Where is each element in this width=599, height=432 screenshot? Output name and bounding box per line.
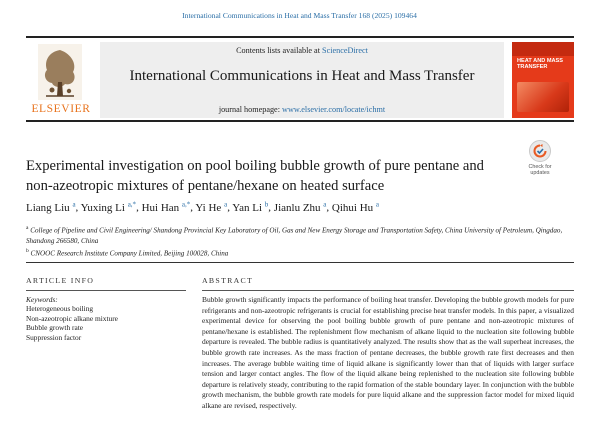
journal-masthead bbox=[26, 36, 574, 122]
author-name[interactable] bbox=[332, 202, 379, 214]
check-updates-icon bbox=[529, 140, 551, 162]
author-affiliation-mark[interactable]: b bbox=[264, 200, 269, 208]
elsevier-wordmark: ELSEVIER bbox=[31, 103, 91, 115]
author-affiliation-mark[interactable]: a bbox=[72, 200, 76, 208]
keyword-item: Heterogeneous boiling bbox=[26, 304, 94, 314]
keyword-item: Bubble growth rate bbox=[26, 323, 84, 333]
contents-prefix: Contents lists available at bbox=[236, 46, 323, 55]
keywords-block bbox=[26, 295, 186, 342]
sciencedirect-link[interactable]: ScienceDirect bbox=[322, 46, 368, 55]
journal-info-box bbox=[100, 42, 504, 118]
author-name-text: Jianlu Zhu bbox=[273, 201, 321, 214]
journal-title[interactable]: International Communications in Heat and Mass Transfer bbox=[129, 68, 475, 84]
cover-band bbox=[512, 42, 574, 56]
homepage-link[interactable]: www.elsevier.com/locate/ichmt bbox=[282, 105, 386, 114]
elsevier-logo[interactable] bbox=[28, 42, 90, 120]
check-updates-label: Check for updates bbox=[528, 164, 552, 176]
author-name[interactable] bbox=[232, 202, 268, 214]
author-list: Liang Liu $^a$, Yuxing Li $^{a,*}$, Hui Han $^{a,*}$, Yi He $^a$, Yan Li $^b$, Jianlu Zhu $^a$, Qihui Hu $^a$ bbox=[26, 200, 380, 214]
homepage-prefix: journal homepage: bbox=[218, 105, 283, 114]
author-name-text: Hui Han bbox=[141, 201, 180, 214]
affiliation-mark: b bbox=[26, 248, 29, 255]
author-name[interactable] bbox=[142, 202, 191, 214]
article-info-heading: ARTICLE INFO bbox=[26, 276, 95, 285]
paper-title: Experimental investigation on pool boiling bubble growth of pure pentane and non-azeotropic mixtures of pentane/hexane on heated surface bbox=[26, 158, 484, 194]
author-affiliation-mark[interactable]: a,* bbox=[127, 200, 137, 208]
divider bbox=[26, 262, 574, 263]
author-name[interactable] bbox=[26, 202, 76, 214]
journal-citation[interactable]: International Communications in Heat and Mass Transfer 168 (2025) 109464 bbox=[182, 11, 417, 20]
author-name[interactable] bbox=[195, 202, 227, 214]
affiliation-item bbox=[26, 223, 574, 246]
homepage-line bbox=[100, 105, 504, 114]
divider bbox=[26, 290, 186, 291]
cover-title: HEAT AND MASS TRANSFER bbox=[517, 58, 563, 71]
author-name-text: Liang Liu bbox=[26, 201, 70, 214]
elsevier-tree-icon bbox=[38, 44, 82, 100]
affiliation-item bbox=[26, 246, 574, 259]
author-name-text: Yan Li bbox=[232, 201, 263, 214]
affiliation-text: College of Pipeline and Civil Engineering/ Shandong Provincial Key Laboratory of Oil, Gas and New Energy Storage and Transportation Safety, China University of Petroleum, Qingdao, Shandong 266580, China bbox=[26, 226, 563, 245]
keyword-item: Suppression factor bbox=[26, 332, 82, 342]
author-affiliation-mark[interactable]: a bbox=[224, 200, 228, 208]
abstract-heading: ABSTRACT bbox=[202, 276, 254, 285]
affiliation-text: CNOOC Research Institute Company Limited, Beijing 100028, China bbox=[28, 249, 229, 258]
keyword-item: Non-azeotropic alkane mixture bbox=[26, 313, 118, 323]
journal-cover-image[interactable] bbox=[512, 42, 574, 118]
affiliations bbox=[26, 223, 574, 259]
keywords-label: Keywords: bbox=[26, 295, 58, 304]
divider bbox=[202, 290, 574, 291]
cover-art bbox=[517, 82, 569, 112]
author-affiliation-mark[interactable]: a,* bbox=[181, 200, 191, 208]
author-affiliation-mark[interactable]: a bbox=[323, 200, 327, 208]
abstract-text: Bubble growth significantly impacts the performance of boiling heat transfer. Developing the bubble growth models for pure refrigerants and non-azeotropic refrigerants is crucial for establishing precise heat transfer models. In this paper, a visualized experimental device for observing the pool boiling bubble growth of pure pentane and non-azeotropic mixtures of pentane/hexane is established. The replenishment flow mechanism of alkane liquid to the nucleation site following bubble departure is revealed. The bubble radius is quantitatively analyzed. The results show that as the wall superheat increases, the bubble growth rate increases. As the mass fraction of pentane decreases, the bubble growth rate first decreases and then increases. The average bubble waiting time of liquid alkane is significantly lower than that of liquids with larger surface tension and larger contact angles. The flow of the liquid alkane being replenished to the nucleation site following bubble departure is relatively steady, contributing to the rapid formation of the stable boundary layer. In conjunction with the bubble growth mechanism, the bubble growth rate models for pure liquid alkane and the suppression factor model for mixed liquid alkane are revised, respectively. bbox=[202, 295, 574, 410]
author-name-text: Yuxing Li bbox=[80, 201, 125, 214]
affiliation-mark: a bbox=[26, 225, 29, 231]
author-name[interactable] bbox=[274, 202, 327, 214]
check-for-updates-button[interactable] bbox=[522, 140, 558, 180]
author-affiliation-mark[interactable]: a bbox=[375, 200, 380, 208]
author-name-text: Yi He bbox=[195, 201, 222, 214]
contents-line bbox=[100, 46, 504, 55]
author-name[interactable] bbox=[81, 202, 136, 214]
author-name-text: Qihui Hu bbox=[331, 201, 374, 214]
